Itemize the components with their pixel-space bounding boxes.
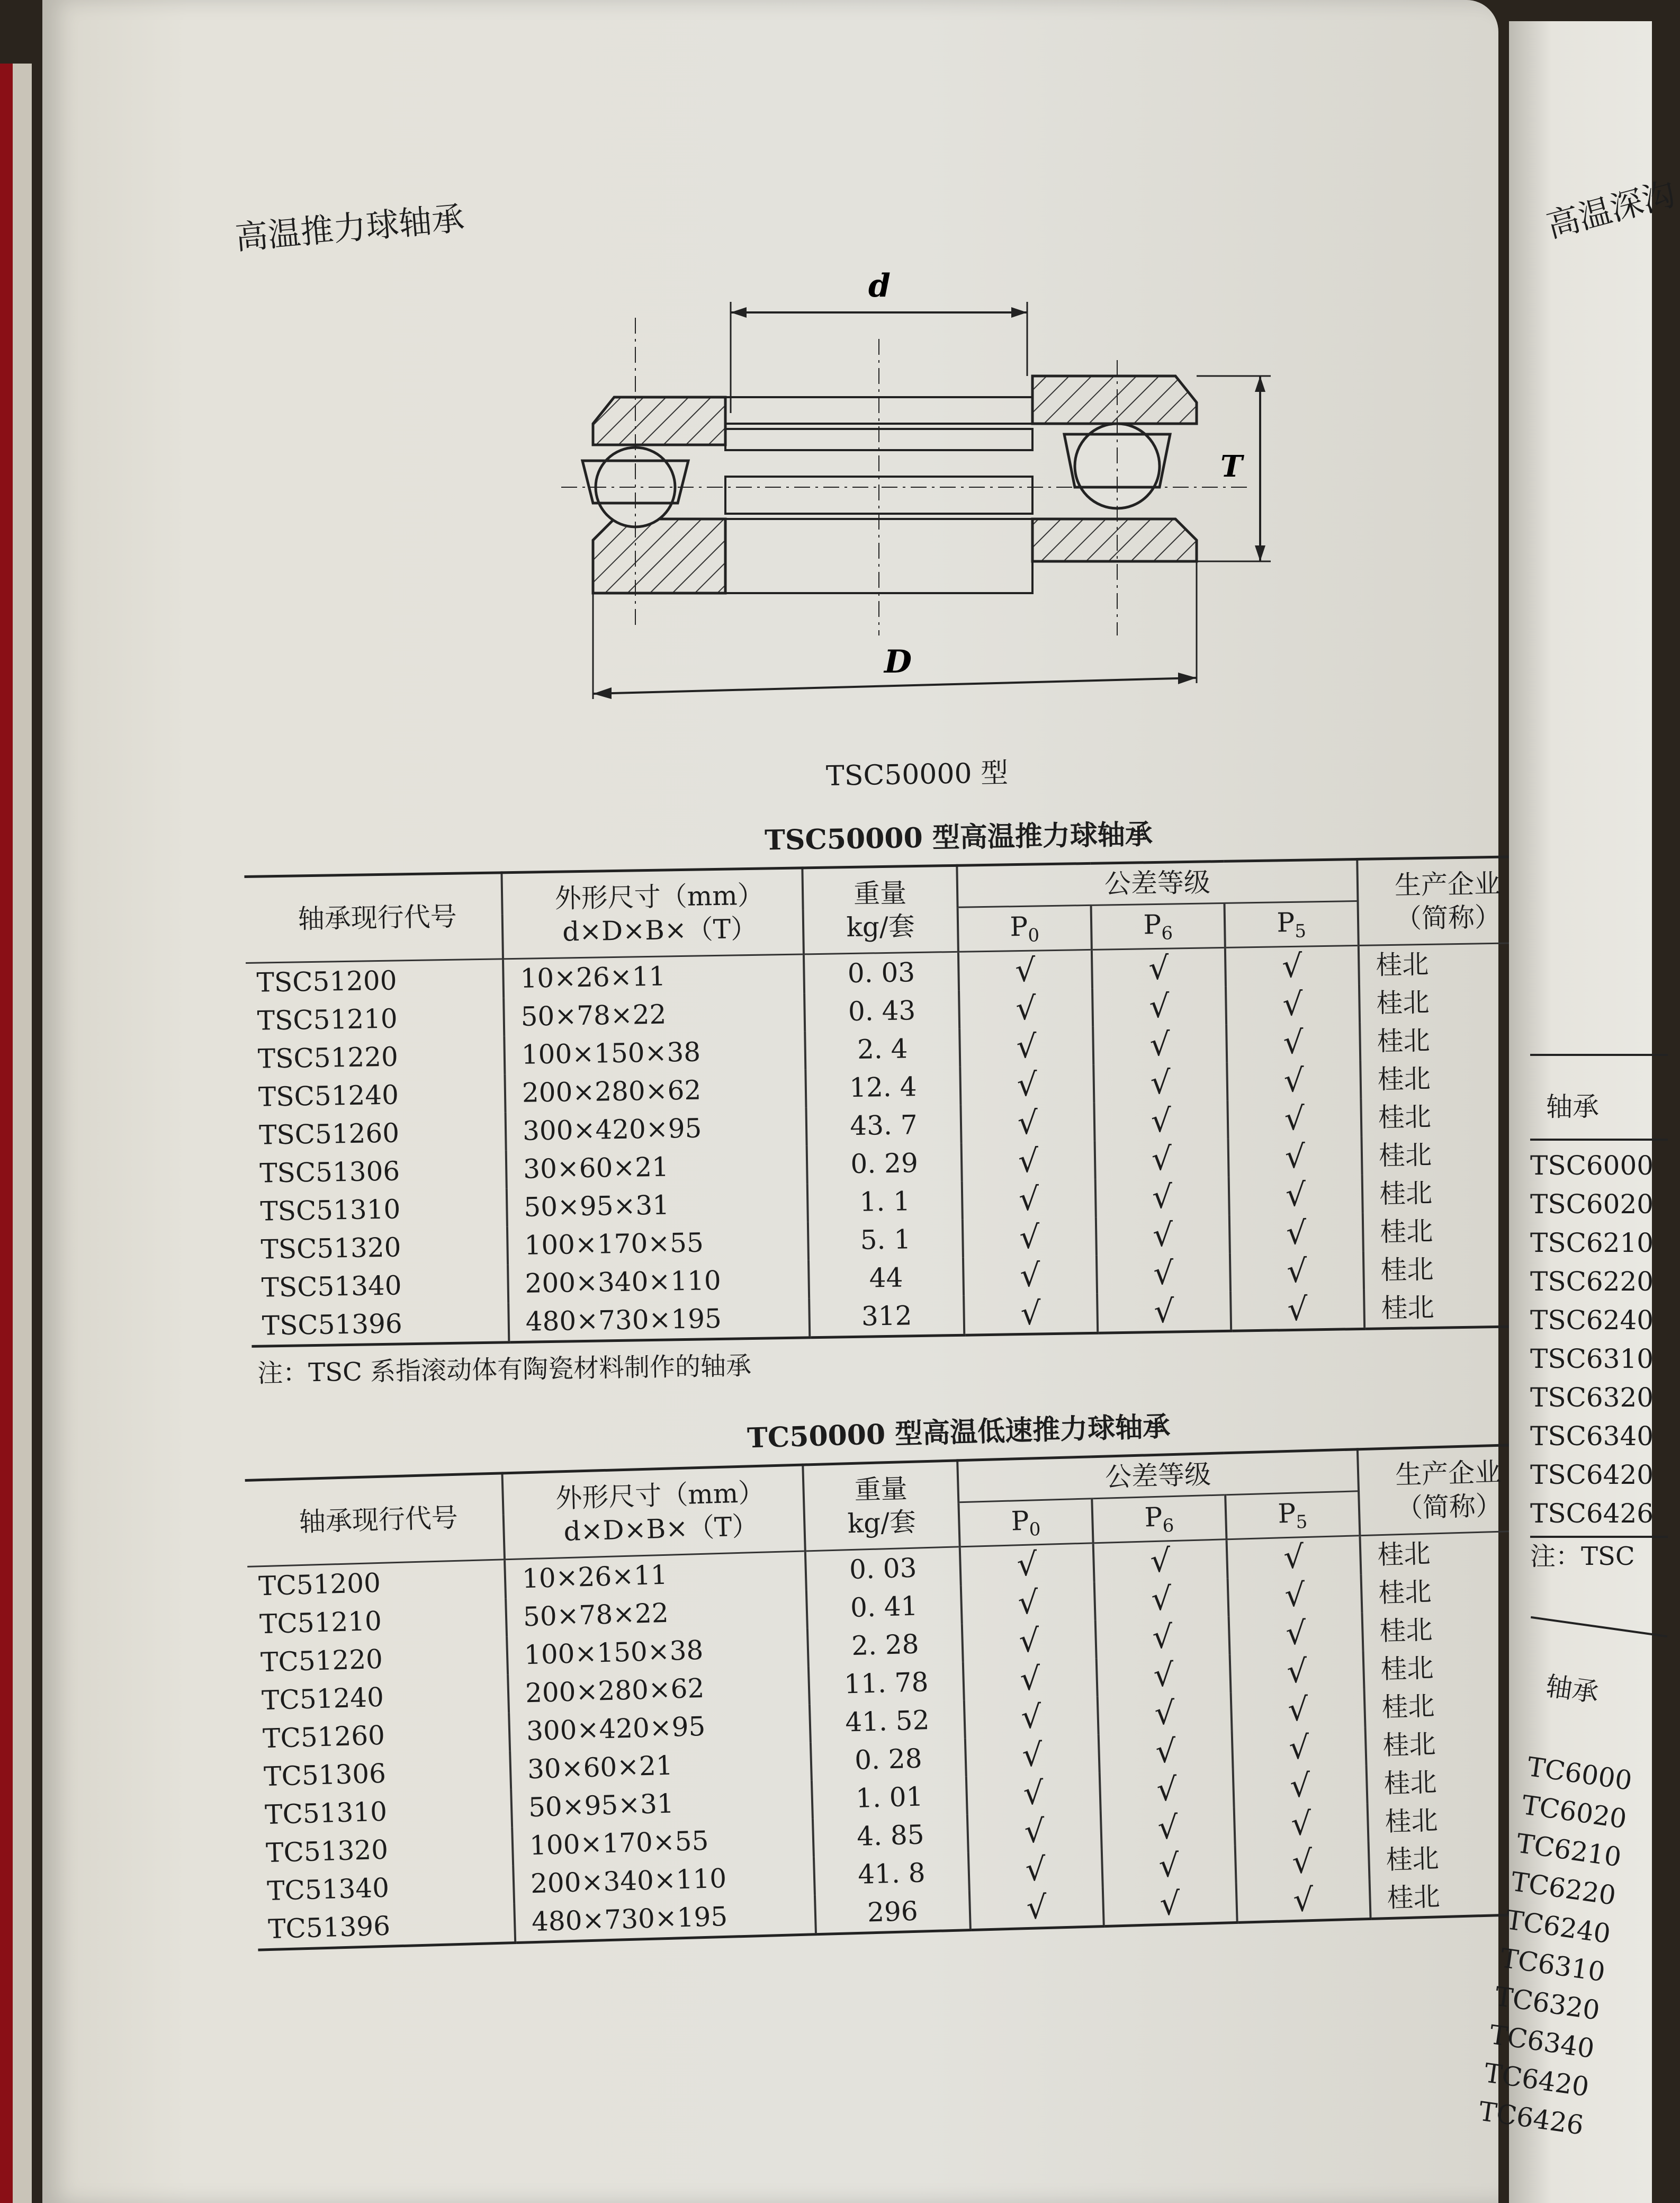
cell-p5-check: √ xyxy=(1230,1251,1364,1292)
cell-p6-check: √ xyxy=(1095,1139,1229,1179)
data-table xyxy=(244,855,1543,1348)
right-col-header: 轴承 xyxy=(1546,1091,1599,1122)
cell-dimensions: 480×730×195 xyxy=(508,1298,810,1342)
cell-p0-check: √ xyxy=(968,1849,1103,1891)
cell-weight: 0. 28 xyxy=(811,1738,966,1780)
cell-p0-check: √ xyxy=(959,989,1093,1029)
cell-code: TC51396 xyxy=(257,1903,515,1950)
col-header-manufacturer: 生产企业 （简称） xyxy=(1357,856,1538,945)
cell-weight: 44 xyxy=(808,1258,964,1298)
cell-p0-check: √ xyxy=(963,1256,1097,1296)
cell-dimensions: 200×340×110 xyxy=(508,1260,809,1303)
cell-manufacturer: 桂北 xyxy=(1359,982,1539,1023)
cell-p5-check: √ xyxy=(1234,1803,1369,1845)
cell-weight: 5. 1 xyxy=(808,1220,963,1260)
cell-weight: 312 xyxy=(809,1296,964,1338)
book-page-right xyxy=(1477,21,1679,2203)
cell-p0-check: √ xyxy=(964,1696,1099,1738)
list-item: TC6320 xyxy=(1493,1981,1602,2026)
label-T: T xyxy=(1220,449,1243,484)
cell-code: TSC51310 xyxy=(259,1194,401,1227)
cell-p0-check: √ xyxy=(965,1734,1100,1776)
cell-p5-check: √ xyxy=(1226,984,1360,1025)
cell-dimensions: 10×26×11 xyxy=(503,954,804,998)
list-item: TC6426 xyxy=(1477,2095,1586,2141)
list-item: TSC6000 xyxy=(1530,1150,1654,1181)
list-item: TC6210 xyxy=(1514,1828,1623,1873)
cell-weight: 1. 1 xyxy=(807,1181,963,1222)
cell-code: TSC51240 xyxy=(258,1079,399,1113)
cell-p5-check: √ xyxy=(1226,1536,1361,1579)
cell-p5-check: √ xyxy=(1227,1099,1361,1139)
cell-code: TSC51200 xyxy=(256,965,397,998)
cell-p6-check: √ xyxy=(1092,947,1226,988)
list-item: TSC6220 xyxy=(1530,1266,1654,1297)
cell-manufacturer: 桂北 xyxy=(1361,1096,1540,1137)
cell-manufacturer: 桂北 xyxy=(1364,1684,1544,1727)
cell-dimensions: 50×95×31 xyxy=(511,1780,813,1827)
cell-dimensions: 30×60×21 xyxy=(510,1742,812,1789)
cell-code: TSC51320 xyxy=(260,1232,401,1265)
col-header-code: 轴承现行代号 xyxy=(299,1502,459,1538)
cell-p6-check: √ xyxy=(1101,1807,1235,1849)
cell-p0-check: √ xyxy=(963,1217,1097,1258)
cell-code: TSC51260 xyxy=(258,1117,400,1151)
list-item: TSC6426 xyxy=(1530,1498,1654,1529)
cell-dimensions: 300×420×95 xyxy=(509,1704,811,1751)
cell-p6-check: √ xyxy=(1097,1654,1231,1696)
cell-dimensions: 50×78×22 xyxy=(504,993,805,1036)
cell-code: TC51200 xyxy=(258,1567,381,1602)
cell-manufacturer: 桂北 xyxy=(1363,1249,1543,1289)
cell-manufacturer: 桂北 xyxy=(1363,1646,1543,1689)
col-header-tolerance: 公差等级 xyxy=(957,1449,1359,1502)
figure-caption: TSC50000 型 xyxy=(825,757,1009,792)
cell-p6-check: √ xyxy=(1095,1616,1230,1658)
cell-manufacturer: 桂北 xyxy=(1362,1608,1542,1651)
cell-dimensions: 30×60×21 xyxy=(506,1145,807,1188)
cell-manufacturer: 桂北 xyxy=(1364,1287,1543,1329)
cell-p0-check: √ xyxy=(969,1887,1104,1930)
cell-dimensions: 480×730×195 xyxy=(514,1895,816,1942)
cell-dimensions: 200×280×62 xyxy=(505,1069,806,1112)
cell-p6-check: √ xyxy=(1103,1883,1237,1927)
table-title: TC50000 型高温低速推力球轴承 xyxy=(747,1410,1171,1455)
cell-weight: 296 xyxy=(815,1891,971,1935)
cell-manufacturer: 桂北 xyxy=(1361,1570,1541,1613)
list-item: TSC6420 xyxy=(1530,1459,1654,1490)
cell-p5-check: √ xyxy=(1235,1841,1370,1883)
col-header-dimensions: 外形尺寸（mm） d×D×B×（T） xyxy=(502,1465,805,1560)
list-item: TSC6210 xyxy=(1530,1228,1654,1258)
table-tc50000 xyxy=(244,1394,1550,1951)
cell-p6-check: √ xyxy=(1097,1292,1231,1333)
col-header-p6: $P_6$ xyxy=(1091,903,1225,950)
cell-p5-check: √ xyxy=(1225,945,1359,986)
cell-manufacturer: 桂北 xyxy=(1369,1837,1549,1879)
cell-dimensions: 10×26×11 xyxy=(505,1551,806,1598)
list-item: TC6310 xyxy=(1498,1942,1607,1988)
cell-weight: 43. 7 xyxy=(806,1105,961,1146)
list-item: TC6340 xyxy=(1487,2019,1596,2065)
cell-p6-check: √ xyxy=(1099,1731,1233,1772)
cell-p6-check: √ xyxy=(1095,1177,1229,1217)
cell-p5-check: √ xyxy=(1231,1689,1365,1731)
cell-p0-check: √ xyxy=(967,1811,1102,1852)
col-header-weight: 重量 kg/套 xyxy=(802,865,958,954)
cell-dimensions: 300×420×95 xyxy=(506,1107,807,1150)
data-table xyxy=(245,1443,1550,1951)
cell-p6-check: √ xyxy=(1100,1769,1234,1811)
cell-weight: 1. 01 xyxy=(812,1776,967,1819)
list-item: TC6220 xyxy=(1509,1866,1618,1911)
list-item: TC6240 xyxy=(1504,1904,1613,1950)
col-header-weight: 重量 kg/套 xyxy=(803,1461,959,1551)
cell-p5-check: √ xyxy=(1229,1175,1363,1215)
cell-p6-check: √ xyxy=(1094,1101,1228,1141)
cell-code: TC51220 xyxy=(260,1643,383,1678)
book-page-left xyxy=(42,0,1503,2203)
cell-weight: 12. 4 xyxy=(805,1067,960,1108)
cell-p0-check: √ xyxy=(960,1103,1094,1143)
right-page-header: 高温深沟 xyxy=(1542,174,1679,246)
cell-manufacturer: 桂北 xyxy=(1359,943,1538,984)
cell-p0-check: √ xyxy=(966,1772,1101,1814)
cell-code: TC51320 xyxy=(265,1834,389,1869)
cell-p6-check: √ xyxy=(1093,1539,1228,1582)
cell-code: TC51310 xyxy=(264,1796,388,1831)
cell-code: TSC51220 xyxy=(257,1041,399,1074)
cell-p6-check: √ xyxy=(1092,987,1226,1027)
col-header-tolerance: 公差等级 xyxy=(957,859,1358,907)
cell-weight: 4. 85 xyxy=(813,1814,968,1857)
col-header-p5: $P_5$ xyxy=(1225,1491,1360,1539)
right-code-list xyxy=(1530,1147,1654,1533)
cell-weight: 0. 03 xyxy=(804,952,959,993)
cell-p5-check: √ xyxy=(1228,1137,1362,1177)
list-item: TSC6020 xyxy=(1530,1189,1654,1220)
cell-weight: 2. 4 xyxy=(805,1029,960,1070)
cell-p6-check: √ xyxy=(1102,1845,1236,1887)
cell-weight: 0. 29 xyxy=(807,1143,962,1184)
list-item: TSC6310 xyxy=(1530,1344,1654,1374)
cell-p6-check: √ xyxy=(1093,1063,1227,1103)
right-col-header: 轴承 xyxy=(1543,1670,1601,1708)
cell-weight: 11. 78 xyxy=(808,1662,964,1704)
list-item: TSC6340 xyxy=(1530,1421,1654,1452)
cell-dimensions: 100×170×55 xyxy=(512,1819,814,1865)
cell-p0-check: √ xyxy=(963,1658,1098,1700)
cell-manufacturer: 桂北 xyxy=(1361,1134,1541,1175)
cell-manufacturer: 桂北 xyxy=(1363,1211,1542,1251)
col-header-dimensions: 外形尺寸（mm） d×D×B×（T） xyxy=(501,868,803,959)
col-header-p6: $P_6$ xyxy=(1092,1494,1226,1543)
cell-weight: 0. 03 xyxy=(805,1547,961,1590)
list-item: TC6000 xyxy=(1525,1751,1634,1797)
cell-p5-check: √ xyxy=(1230,1289,1364,1331)
col-header-p5: $P_5$ xyxy=(1225,901,1359,947)
cell-code: TC51260 xyxy=(262,1720,385,1754)
cell-p6-check: √ xyxy=(1097,1253,1230,1294)
cell-p5-check: √ xyxy=(1230,1651,1364,1692)
cell-p5-check: √ xyxy=(1226,1023,1360,1063)
col-header-code: 轴承现行代号 xyxy=(298,901,457,935)
cell-weight: 0. 43 xyxy=(804,991,959,1032)
cell-weight: 2. 28 xyxy=(807,1624,963,1666)
cell-p0-check: √ xyxy=(962,1179,1096,1220)
list-item: TSC6320 xyxy=(1530,1382,1654,1413)
cell-p5-check: √ xyxy=(1229,1613,1363,1654)
cell-dimensions: 200×280×62 xyxy=(508,1666,810,1713)
label-D: D xyxy=(884,643,912,680)
cell-manufacturer: 桂北 xyxy=(1360,1058,1540,1099)
cell-code: TC51340 xyxy=(266,1872,390,1907)
cell-code: TC51210 xyxy=(259,1605,382,1640)
cell-p5-check: √ xyxy=(1228,1574,1362,1616)
cell-p0-check: √ xyxy=(960,1543,1094,1586)
cell-p6-check: √ xyxy=(1093,1025,1227,1065)
cell-manufacturer: 桂北 xyxy=(1360,1530,1540,1574)
cell-dimensions: 100×150×38 xyxy=(507,1628,808,1674)
list-item: TC6020 xyxy=(1520,1789,1629,1835)
table-note: 注：TSC 系指滚动体有陶瓷材料制作的轴承 xyxy=(257,1351,752,1389)
cell-p0-check: √ xyxy=(961,1582,1095,1624)
cell-dimensions: 50×95×31 xyxy=(507,1184,808,1226)
cell-p5-check: √ xyxy=(1227,1061,1361,1101)
cell-p0-check: √ xyxy=(964,1294,1098,1335)
book-edge xyxy=(0,64,32,2203)
cell-p6-check: √ xyxy=(1096,1215,1230,1256)
cell-p6-check: √ xyxy=(1098,1692,1232,1734)
cell-dimensions: 100×150×38 xyxy=(504,1031,805,1074)
cell-dimensions: 50×78×22 xyxy=(506,1590,807,1636)
cell-p5-check: √ xyxy=(1233,1765,1368,1807)
cell-p5-check: √ xyxy=(1229,1213,1363,1253)
label-d: d xyxy=(868,267,891,305)
cell-p0-check: √ xyxy=(960,1065,1094,1105)
cell-code: TSC51340 xyxy=(261,1270,402,1303)
cell-manufacturer: 桂北 xyxy=(1365,1722,1545,1765)
page-header: 高温推力球轴承 xyxy=(233,199,466,257)
cell-p0-check: √ xyxy=(962,1141,1095,1181)
cell-dimensions: 100×170×55 xyxy=(507,1222,808,1265)
cell-p5-check: √ xyxy=(1236,1879,1371,1923)
list-item: TC6420 xyxy=(1482,2057,1591,2103)
cell-p0-check: √ xyxy=(959,1027,1093,1067)
table-tsc50000 xyxy=(244,806,1544,1390)
cell-p0-check: √ xyxy=(958,950,1092,990)
cell-p5-check: √ xyxy=(1232,1727,1367,1769)
cell-p0-check: √ xyxy=(962,1620,1097,1662)
cell-p6-check: √ xyxy=(1094,1578,1229,1620)
cell-code: TC51306 xyxy=(263,1758,387,1793)
cell-manufacturer: 桂北 xyxy=(1360,1020,1539,1061)
cell-weight: 41. 8 xyxy=(814,1852,969,1895)
cell-dimensions: 200×340×110 xyxy=(513,1857,815,1903)
bearing-diagram xyxy=(561,254,1292,710)
cell-code: TC51240 xyxy=(261,1681,384,1716)
col-header-manufacturer: 生产企业 （简称） xyxy=(1358,1444,1539,1535)
cell-weight: 41. 52 xyxy=(810,1700,965,1742)
list-item: TSC6240 xyxy=(1530,1305,1654,1336)
col-header-p0: $P_0$ xyxy=(958,1498,1093,1547)
right-note: 注：TSC xyxy=(1530,1542,1635,1571)
cell-manufacturer: 桂北 xyxy=(1362,1172,1542,1213)
cell-weight: 0. 41 xyxy=(806,1586,962,1628)
cell-manufacturer: 桂北 xyxy=(1370,1875,1550,1919)
table-title: TSC50000 型高温推力球轴承 xyxy=(764,818,1153,857)
cell-code: TSC51210 xyxy=(257,1003,398,1036)
cell-code: TSC51396 xyxy=(251,1303,509,1346)
cell-manufacturer: 桂北 xyxy=(1368,1798,1548,1841)
cell-manufacturer: 桂北 xyxy=(1367,1760,1547,1803)
col-header-p0: $P_0$ xyxy=(958,905,1092,952)
cell-code: TSC51306 xyxy=(259,1156,400,1189)
